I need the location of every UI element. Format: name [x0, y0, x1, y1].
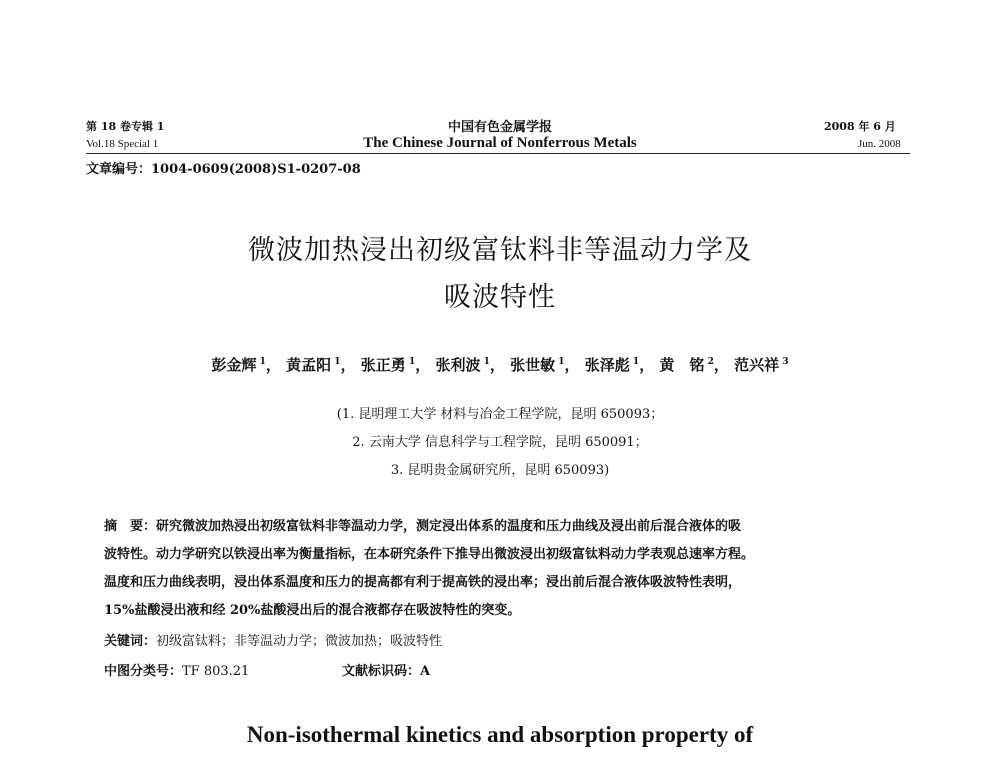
author-affiliation-sup: 1 — [405, 357, 416, 367]
author-affiliation-sup: 1 — [480, 357, 490, 367]
author-name: 张泽彪 — [584, 356, 630, 374]
affiliation-3: 3. 昆明贵金属研究所，昆明 650093) — [390, 463, 610, 478]
abstract-line — [104, 513, 904, 541]
date-en: Jun. 2008 — [858, 138, 901, 150]
doc-code-value: A — [420, 664, 431, 679]
article-number: 文章编号：1004-0609(2008)S1-0207-08 — [86, 162, 361, 177]
title-cn-line2: 吸波特性 — [444, 282, 556, 313]
author-affiliation-sup: 1 — [629, 357, 640, 367]
header-rule — [86, 153, 910, 154]
author-name: 张正勇 — [360, 356, 406, 374]
clc-value: TF 803.21 — [182, 664, 250, 679]
title-en: Non-isothermal kinetics and absorption property of — [246, 722, 754, 747]
document-code — [342, 660, 430, 679]
author-separator: ， — [340, 356, 361, 374]
keywords — [104, 630, 442, 649]
abstract-line: 15%盐酸浸出液和经 20%盐酸浸出后的混合液都存在吸波特性的突变。 — [104, 603, 521, 618]
author-name: 范兴祥 — [734, 356, 780, 374]
author-affiliation-sup: 2 — [704, 357, 714, 367]
author-affiliation-sup: 3 — [779, 357, 789, 367]
abstract — [104, 513, 904, 625]
date-cn: 2008 年 6 月 — [824, 120, 896, 133]
author-name: 张利波 — [435, 356, 481, 374]
author-list — [0, 354, 1000, 375]
author-name: 黄孟阳 — [286, 356, 332, 374]
affiliation-1: (1. 昆明理工大学 材料与冶金工程学院，昆明 650093； — [336, 407, 664, 422]
doc-code-label: 文献标识码： — [342, 664, 421, 679]
author-separator: ， — [713, 356, 735, 374]
keywords-label: 关键词： — [104, 634, 157, 649]
author-name: 黄 铭 — [659, 356, 705, 374]
abstract-label: 摘 要： — [104, 519, 157, 534]
author-separator: ， — [415, 356, 436, 374]
clc-label: 中图分类号： — [104, 664, 183, 679]
keywords-value: 初级富钛料；非等温动力学；微波加热；吸波特性 — [156, 634, 443, 649]
abstract-line: 波特性。动力学研究以铁浸出率为衡量指标，在本研究条件下推导出微波浸出初级富钛料动力学表观总速率方程。 — [104, 547, 755, 562]
affiliation-2: 2. 云南大学 信息科学与工程学院，昆明 650091； — [352, 435, 648, 450]
title-cn-line1: 微波加热浸出初级富钛料非等温动力学及 — [248, 235, 752, 266]
author-separator: ， — [564, 356, 585, 374]
author-affiliation-sup: 1 — [331, 357, 341, 367]
author-separator: ， — [639, 356, 660, 374]
author-separator: ， — [265, 356, 287, 374]
author-affiliation-sup: 1 — [555, 357, 565, 367]
author-separator: ， — [489, 356, 511, 374]
abstract-text: 研究微波加热浸出初级富钛料非等温动力学，测定浸出体系的温度和压力曲线及浸出前后混合液体的吸 — [156, 519, 742, 534]
clc-number — [104, 660, 249, 679]
journal-title-en: The Chinese Journal of Nonferrous Metals — [363, 135, 637, 151]
abstract-line: 温度和压力曲线表明，浸出体系温度和压力的提高都有利于提高铁的浸出率；浸出前后混合液体吸波特性表明， — [104, 575, 742, 590]
author-name: 张世敏 — [510, 356, 556, 374]
journal-title-cn: 中国有色金属学报 — [447, 120, 552, 135]
volume-cn: 第 18 卷专辑 1 — [86, 120, 165, 133]
volume-en: Vol.18 Special 1 — [86, 138, 159, 150]
author-affiliation-sup: 1 — [256, 357, 266, 367]
author-name: 彭金辉 — [211, 356, 257, 374]
